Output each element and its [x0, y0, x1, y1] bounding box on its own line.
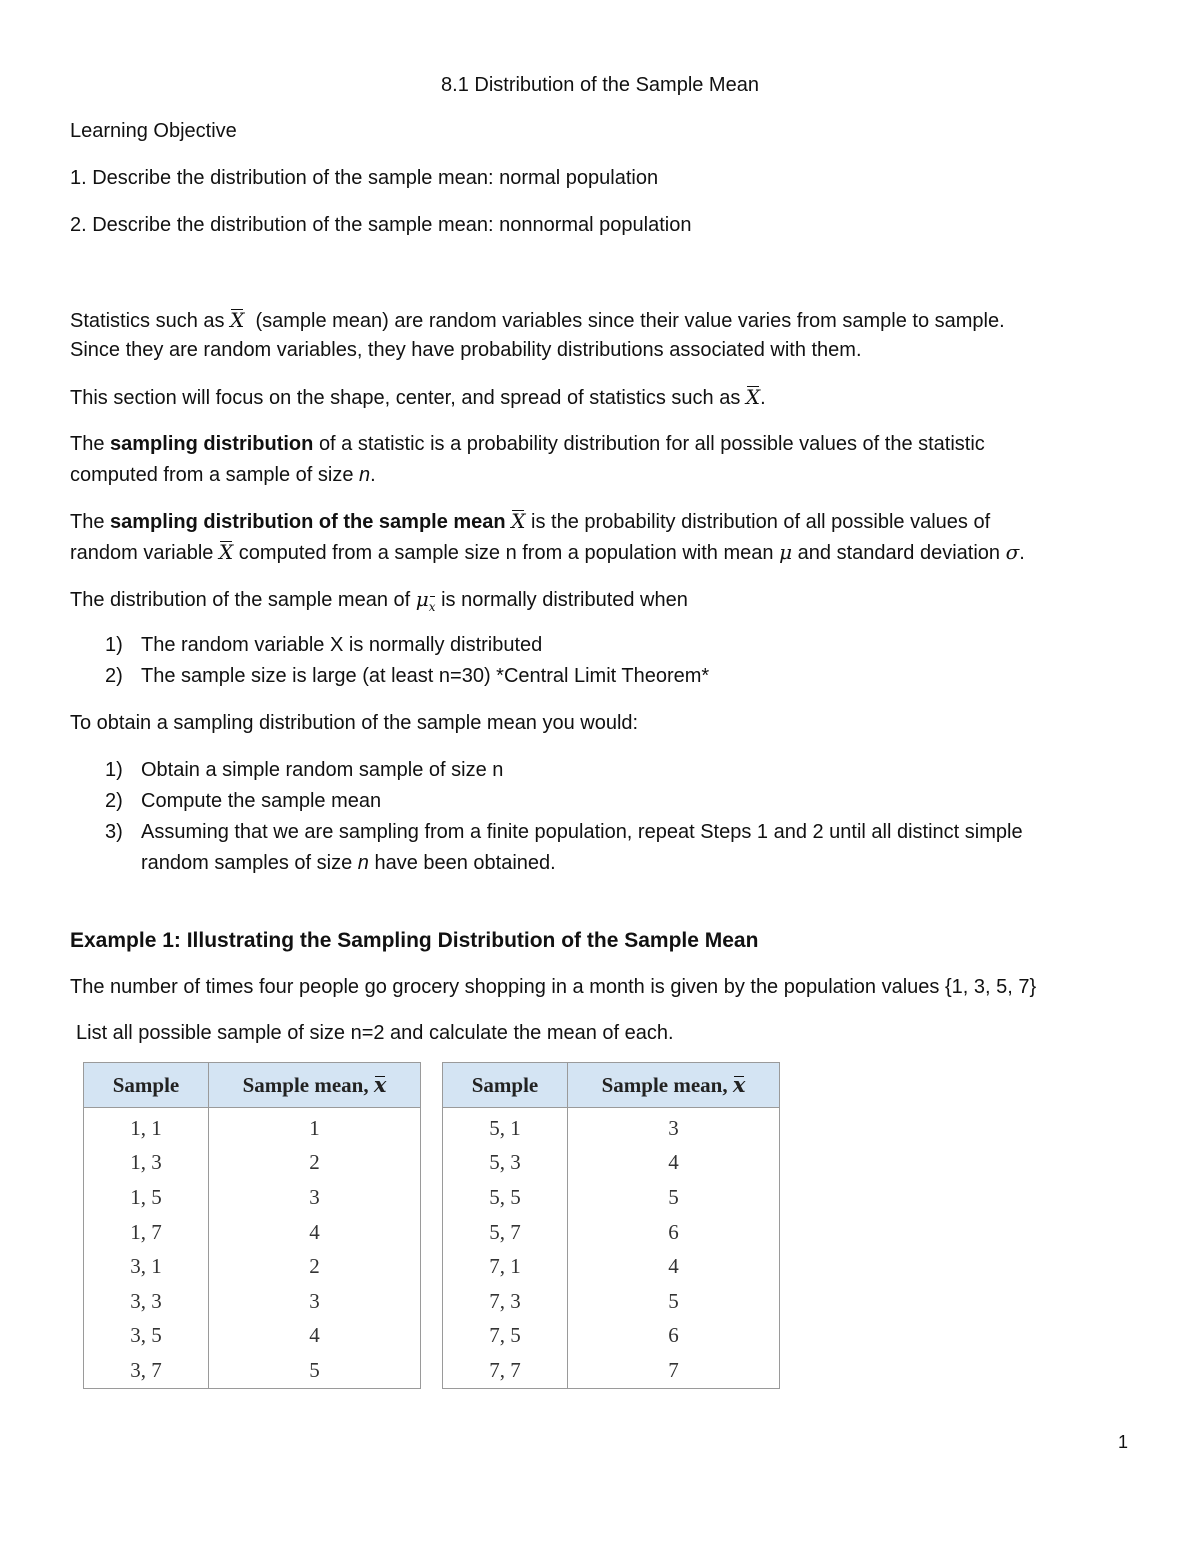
procedure-heading: To obtain a sampling distribution of the sample mean you would: [70, 712, 639, 734]
definition-sampling-distribution: The sampling distribution of a statistic is a probability distribution for all possible values of the statistic [70, 433, 985, 455]
example-text: The number of times four people go grocery shopping in a month is given by the population values {1, 3, 5, 7} [70, 976, 1037, 998]
definition-sample-mean-distribution-line-2: random variable X computed from a sample size n from a population with mean μ and standard deviation σ. [70, 537, 1025, 569]
table-row: 1, 5 3 [84, 1180, 421, 1215]
table-row: 7, 3 5 [443, 1284, 780, 1319]
table-row: 5, 3 4 [443, 1146, 780, 1181]
normality-statement: The distribution of the sample mean of $\mu_x$ is normally distributed when [70, 584, 688, 623]
table-row: 1, 3 2 [84, 1146, 421, 1181]
table-row: 1, 7 4 [84, 1215, 421, 1250]
table-row: 7, 1 4 [443, 1249, 780, 1284]
example-instruction: List all possible sample of size n=2 and calculate the mean of each. [76, 1022, 674, 1044]
xbar-symbol: X [230, 305, 244, 336]
objective-item: 1. Describe the distribution of the sample mean: normal population [70, 167, 659, 189]
objectives-heading: Learning Objective [70, 120, 237, 142]
table-row: 3, 7 5 [84, 1353, 421, 1388]
mu-xbar-symbol: $\mu_x$ [416, 587, 436, 611]
xbar-symbol: X [219, 537, 233, 568]
xbar-symbol: X [746, 382, 760, 413]
intro-paragraph-2: This section will focus on the shape, center, and spread of statistics such as X. [70, 382, 766, 414]
table-row: 3, 1 2 [84, 1249, 421, 1284]
definition-sampling-distribution-line-2: computed from a sample of size n. [70, 464, 376, 486]
definition-sample-mean-distribution: The sampling distribution of the sample mean X is the probability distribution of all possible values of [70, 506, 990, 538]
table-row: 5, 5 5 [443, 1180, 780, 1215]
table-row: 5, 7 6 [443, 1215, 780, 1250]
table-row: 3, 3 3 [84, 1284, 421, 1319]
page-number: 1 [1118, 1432, 1129, 1452]
intro-paragraph-1-line-2: Since they are random variables, they have probability distributions associated with them. [70, 339, 862, 361]
sigma-symbol: σ [1005, 540, 1020, 564]
column-header-sample-mean: Sample mean, x [568, 1063, 780, 1108]
table-row: 7, 5 6 [443, 1319, 780, 1354]
table-row: 3, 5 4 [84, 1319, 421, 1354]
table-row: 1, 1 1 [84, 1108, 421, 1146]
example-heading: Example 1: Illustrating the Sampling Distribution of the Sample Mean [70, 929, 759, 952]
page-title: 8.1 Distribution of the Sample Mean [441, 74, 759, 96]
table-row: 5, 1 3 [443, 1108, 780, 1146]
objective-item: 2. Describe the distribution of the sample mean: nonnormal population [70, 214, 692, 236]
table-row: 7, 7 7 [443, 1353, 780, 1388]
column-header-sample: Sample [443, 1063, 568, 1108]
intro-paragraph-1: Statistics such as X (sample mean) are random variables since their value varies from sample to sample. [70, 305, 1005, 337]
column-header-sample-mean: Sample mean, x [209, 1063, 421, 1108]
mu-symbol: μ [779, 540, 793, 564]
sample-table-left [83, 1062, 421, 1389]
column-header-sample: Sample [84, 1063, 209, 1108]
sample-table-right [442, 1062, 780, 1389]
xbar-symbol: X [511, 506, 525, 537]
